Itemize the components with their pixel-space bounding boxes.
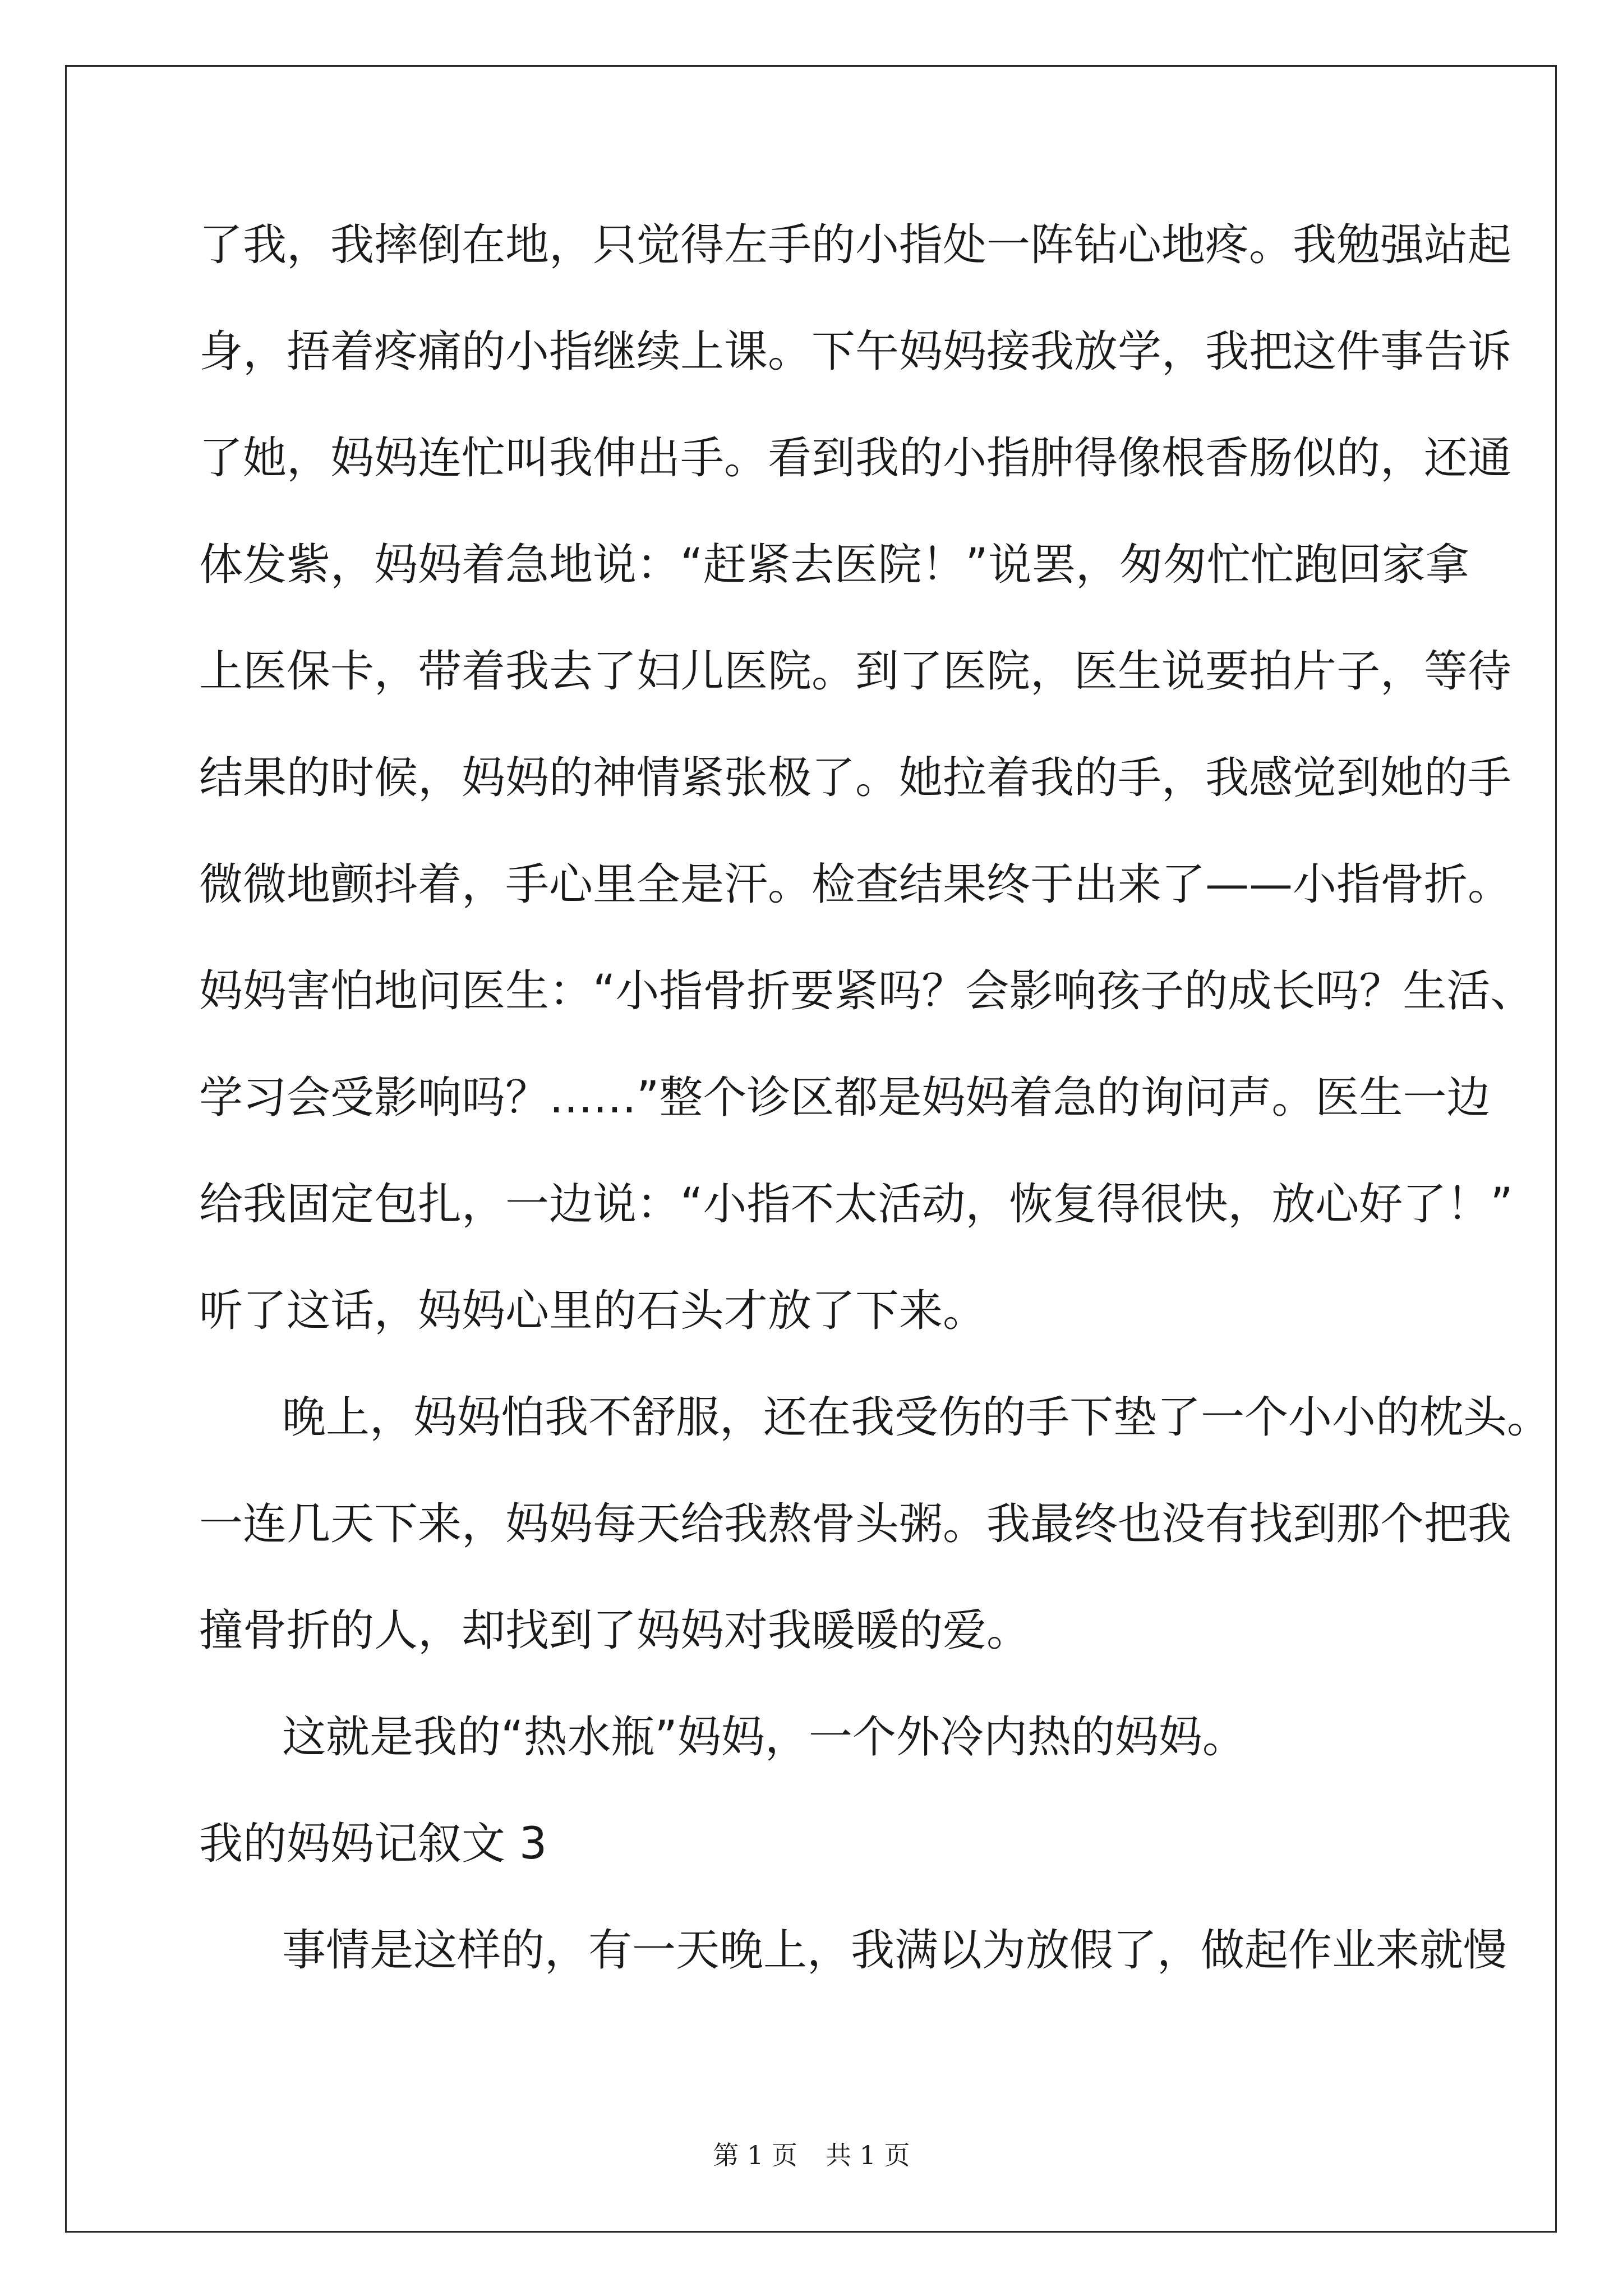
text-line: 了我，我摔倒在地，只觉得左手的小指处一阵钻心地疼。我勉强站起 [199,220,1512,270]
text-line: 上医保卡，带着我去了妇儿医院。到了医院，医生说要拍片子，等待 [199,646,1512,697]
page-border [65,65,1557,2233]
page-number: 第 1 页 [713,2140,797,2170]
text-line: 学习会受影响吗？……”整个诊区都是妈妈着急的询问声。医生一边 [199,1073,1491,1123]
text-line: 身，捂着疼痛的小指继续上课。下午妈妈接我放学，我把这件事告诉 [199,326,1512,377]
text-line: 妈妈害怕地问医生：“小指骨折要紧吗？会影响孩子的成长吗？生活、 [199,966,1534,1016]
page-footer [0,2135,1623,2172]
paragraph-start-line: 晚上，妈妈怕我不舒服，还在我受伤的手下垫了一个小小的枕头。 [282,1392,1551,1443]
page-total: 共 1 页 [826,2140,910,2170]
text-line: 听了这话，妈妈心里的石头才放了下来。 [199,1286,987,1336]
text-line: 微微地颤抖着，手心里全是汗。检查结果终于出来了——小指骨折。 [199,859,1512,910]
text-line: 撞骨折的人，却找到了妈妈对我暖暖的爱。 [199,1605,1031,1656]
paragraph-start-line: 这就是我的“热水瓶”妈妈，一个外冷内热的妈妈。 [282,1712,1246,1763]
section-heading: 我的妈妈记叙文 3 [199,1819,547,1869]
paragraph-start-line: 事情是这样的，有一天晚上，我满以为放假了，做起作业来就慢 [282,1925,1507,1976]
text-line: 了她，妈妈连忙叫我伸出手。看到我的小指肿得像根香肠似的，还通 [199,433,1512,484]
text-line: 给我固定包扎，一边说：“小指不太活动，恢复得很快，放心好了！” [199,1179,1513,1230]
text-line: 结果的时候，妈妈的神情紧张极了。她拉着我的手，我感觉到她的手 [199,753,1512,803]
text-line: 体发紫，妈妈着急地说：“赶紧去医院！”说罢，匆匆忙忙跑回家拿 [199,540,1469,590]
text-line: 一连几天下来，妈妈每天给我熬骨头粥。我最终也没有找到那个把我 [199,1499,1512,1549]
